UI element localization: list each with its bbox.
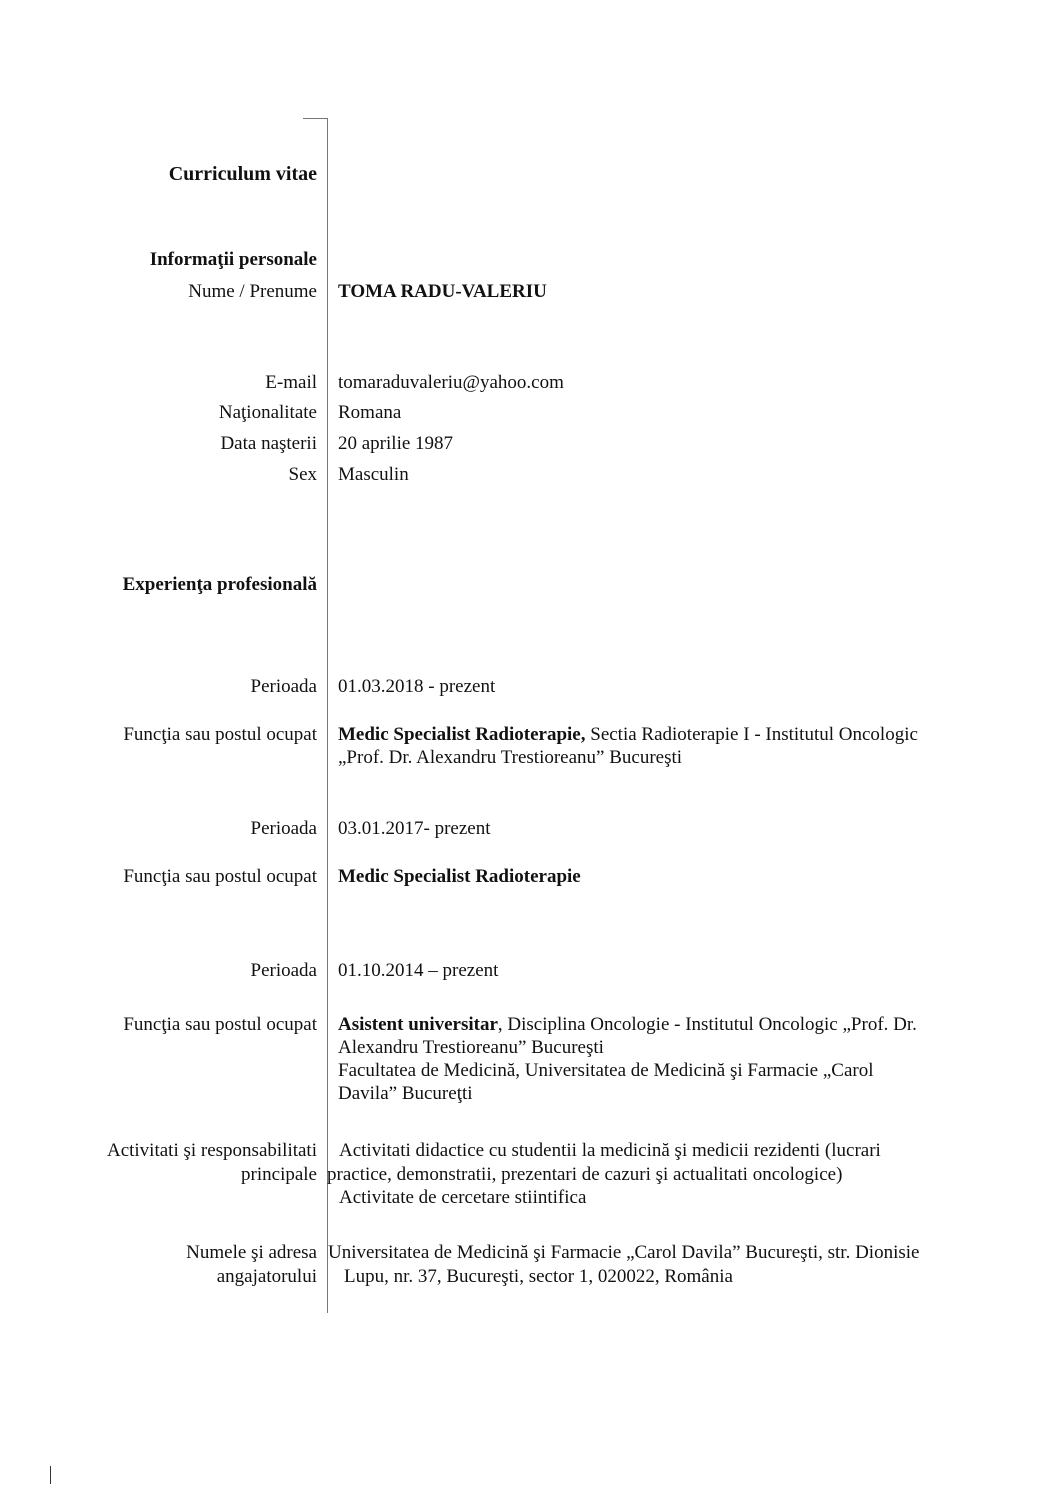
employer-line: Universitatea de Medicină şi Farmacie „Carol Davila” Bucureşti, str. Dionisie [328,1242,920,1263]
job-label: Funcţia sau postul ocupat [123,724,317,745]
employer-label: angajatorului [216,1266,317,1287]
personal-info-heading: Informaţii personale [149,249,317,270]
job-value [338,1013,1018,1105]
job-detail-line: „Prof. Dr. Alexandru Trestioreanu” Bucureşti [338,747,683,768]
activity-line: Activitati didactice cu studentii la medicină şi medicii rezidenti (lucrari [339,1140,881,1161]
job-detail-line: Davila” Bucureţti [338,1083,473,1104]
activity-line: practice, demonstratii, prezentari de cazuri şi actualitati oncologice) [327,1164,843,1185]
name-value: TOMA RADU-VALERIU [338,281,547,302]
activity-line: Activitate de cercetare stiintifica [339,1187,587,1208]
name-label: Nume / Prenume [188,281,317,302]
job-detail-line: Alexandru Trestioreanu” Bucureşti [338,1037,604,1058]
period-value: 03.01.2017- prezent [338,818,491,839]
column-divider [327,118,328,1313]
nationality-label: Naţionalitate [218,402,317,423]
job-value [338,723,1018,769]
dob-label: Data naşterii [220,433,317,454]
period-label: Perioada [250,818,317,839]
employer-line: Lupu, nr. 37, Bucureşti, sector 1, 020022, România [344,1266,733,1287]
job-title: Medic Specialist Radioterapie [338,866,581,887]
activities-label: principale [241,1164,317,1185]
email-value: tomaraduvaleriu@yahoo.com [338,372,564,393]
job-detail-line: Facultatea de Medicină, Universitatea de Medicină şi Farmacie „Carol [338,1060,874,1081]
period-value: 01.03.2018 - prezent [338,676,496,697]
period-label: Perioada [250,676,317,697]
experience-heading: Experienţa profesională [122,574,317,595]
job-title: Asistent universitar [338,1014,498,1035]
job-label: Funcţia sau postul ocupat [123,1014,317,1035]
email-label: E-mail [265,372,317,393]
employer-label: Numele şi adresa [186,1242,317,1263]
cv-title: Curriculum vitae [168,163,317,185]
column-divider-top [303,118,328,119]
sex-label: Sex [288,464,317,485]
activities-label: Activitati şi responsabilitati [106,1140,317,1161]
job-detail: , Disciplina Oncologie - Institutul Oncologic „Prof. Dr. [497,1014,917,1035]
job-title: Medic Specialist Radioterapie, [338,724,586,745]
dob-value: 20 aprilie 1987 [338,433,454,454]
page-mark [50,1466,51,1484]
job-detail: Sectia Radioterapie I - Institutul Oncologic [585,724,918,745]
period-label: Perioada [250,960,317,981]
nationality-value: Romana [338,402,402,423]
period-value: 01.10.2014 – prezent [338,960,499,981]
job-label: Funcţia sau postul ocupat [123,866,317,887]
sex-value: Masculin [338,464,409,485]
